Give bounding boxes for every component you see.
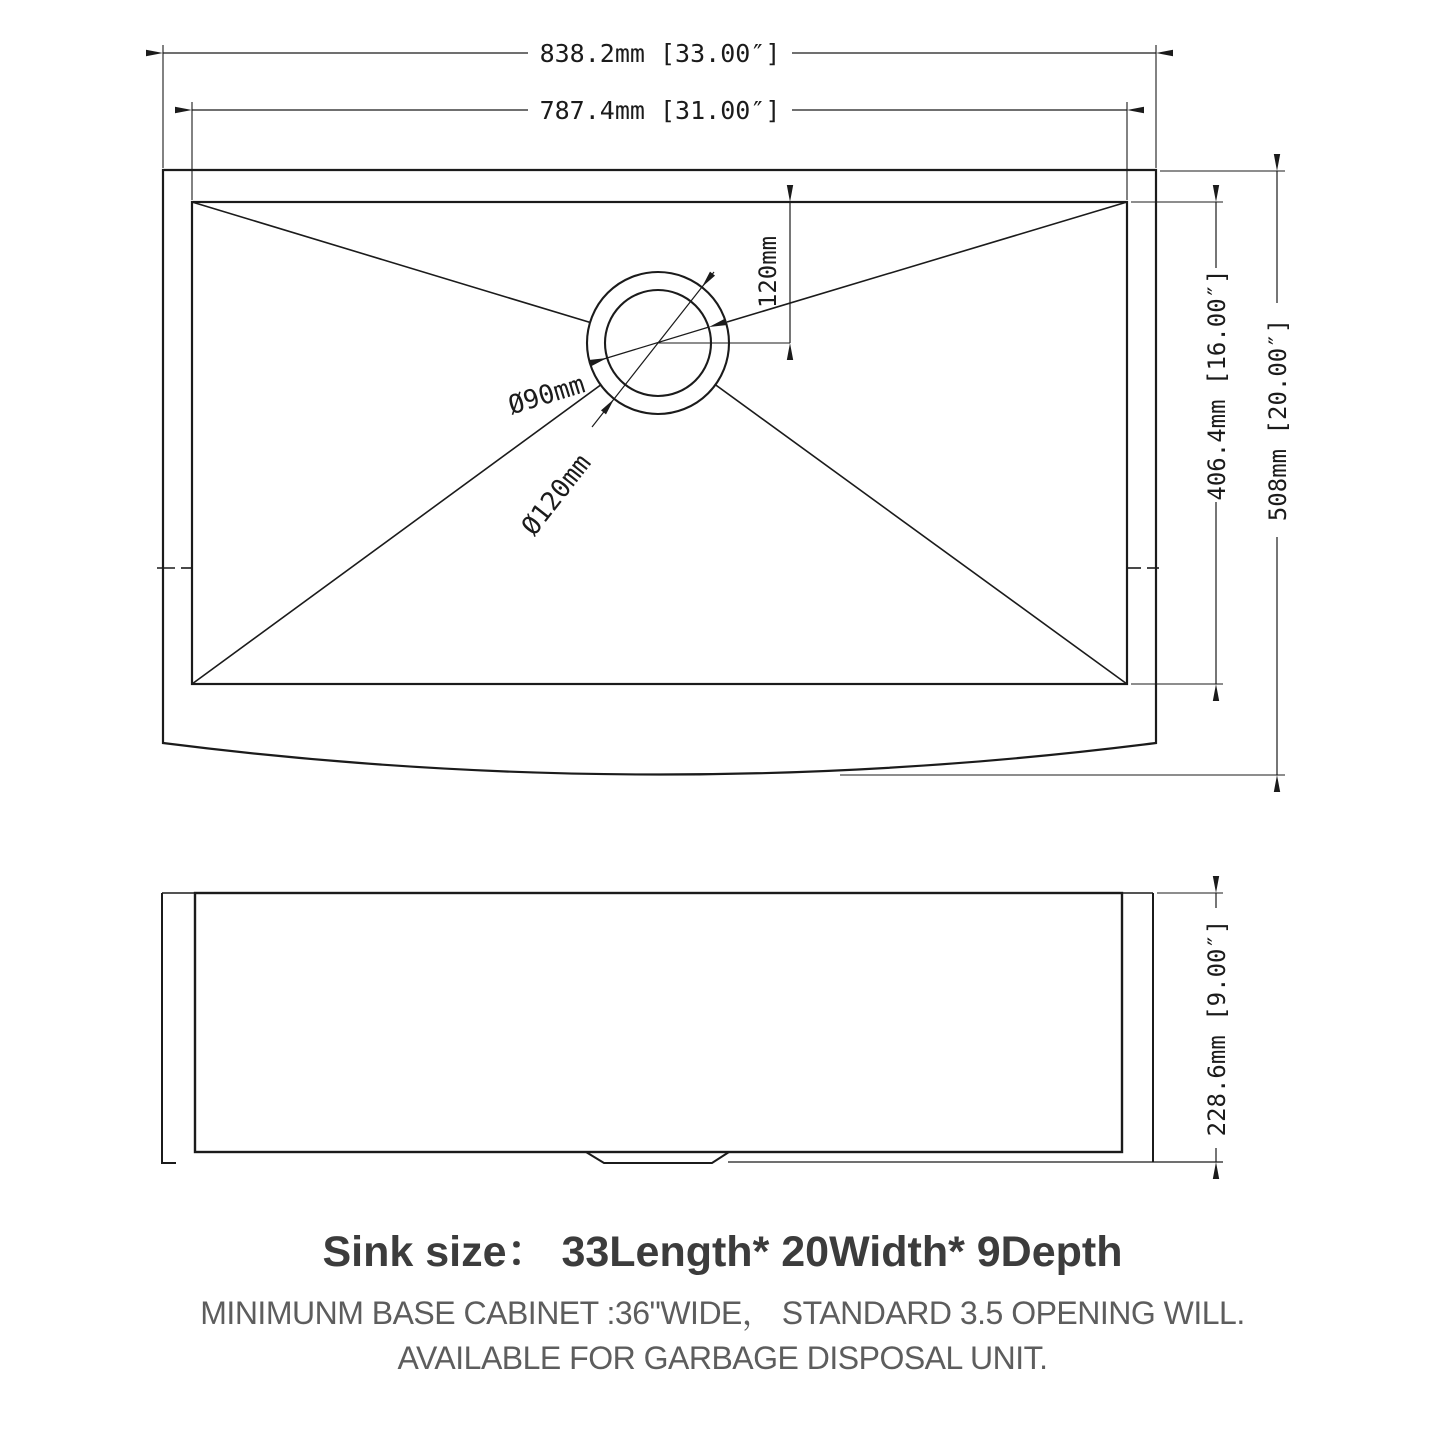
top-view [157,39,1292,775]
caption-block [0,1218,1445,1377]
drain-outer-diameter-label: Ø120mm [515,448,598,542]
apron-left-profile [162,893,176,1163]
cabinet-note-line: MINIMUNM BASE CABINET :36"WIDE， STANDARD 3.5 OPENING WILL. [200,1295,1245,1331]
dim-inner-depth [1131,202,1231,684]
sink-size-title: Sink size： 33Length* 20Width* 9Depth [322,1228,1123,1276]
overall-width-label: 838.2mm [33.00″] [539,39,781,68]
inner-depth-label: 406.4mm [16.00″] [1203,269,1231,501]
side-view [162,893,1231,1163]
height-label: 228.6mm [9.00″] [1203,919,1231,1137]
drain-fitting-trapezoid [586,1152,729,1163]
inner-width-label: 787.4mm [31.00″] [539,96,781,125]
dim-inner-width [192,96,1127,200]
overall-depth-label: 508mm [20.00″] [1264,318,1292,522]
dim-height [1157,893,1231,1162]
garbage-disposal-note-line: AVAILABLE FOR GARBAGE DISPOSAL UNIT. [397,1340,1048,1376]
side-body-rect [195,893,1122,1152]
drain-inner-diameter-label: Ø90mm [504,369,589,422]
drain-offset-label: 120mm [754,235,782,309]
